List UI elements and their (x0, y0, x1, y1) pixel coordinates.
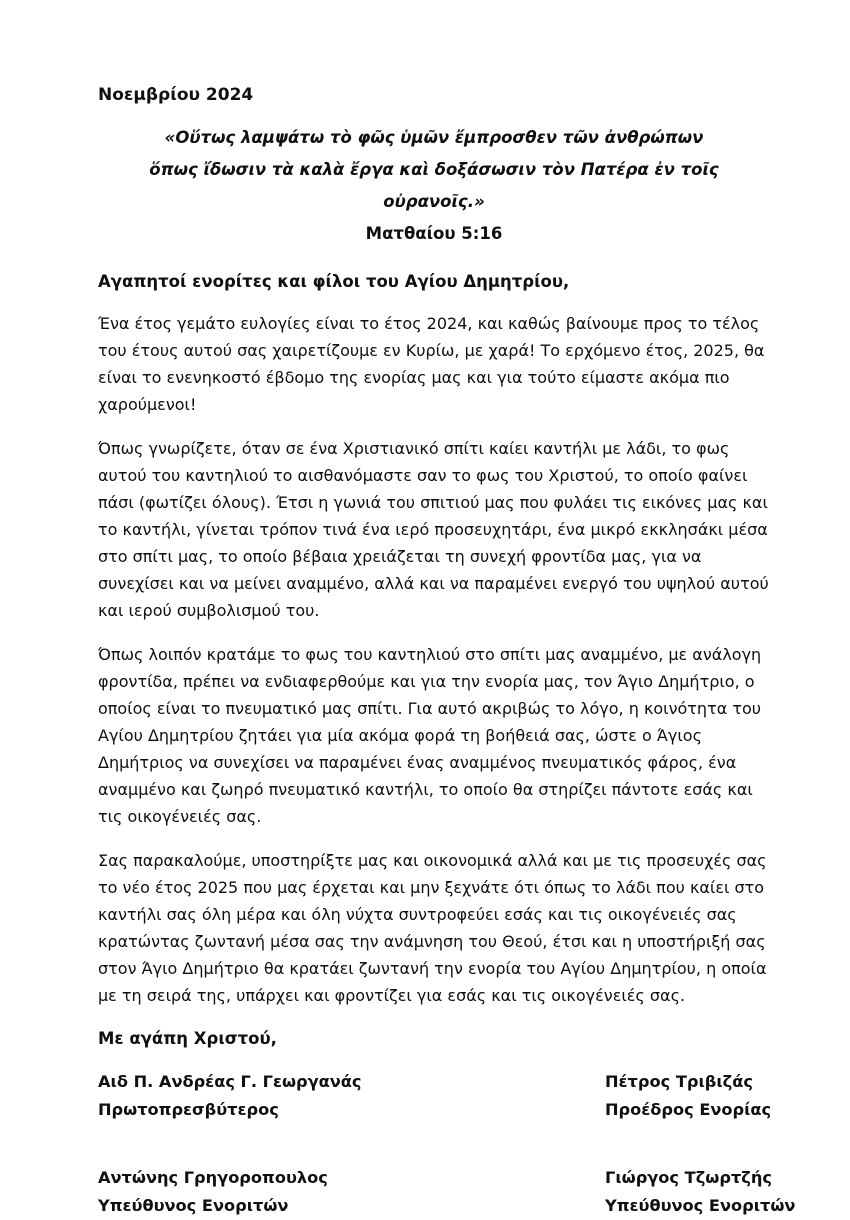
body-paragraph-1: Ένα έτος γεμάτο ευλογίες είναι το έτος 2024, και καθώς βαίνουμε προς το τέλος του έτους αυτού σας χαιρετίζουμε εν Κυρίω, με χαρά! Το ερχόμενο έτος, 2025, θα είναι το ενενηκοστό έβδομο της ενορίας μας και για τούτο είμαστε ακόμα πιο χαρούμενοι! (98, 314, 765, 414)
signature-parishioner-steward-1-title: Υπεύθυνος Ενοριτών (98, 1196, 289, 1215)
letter-date: Νοεμβρίου 2024 (98, 85, 254, 105)
scripture-quote (98, 122, 770, 250)
signature-parish-president (605, 1068, 771, 1124)
signature-parishioner-steward-2-title: Υπεύθυνος Ενοριτών (605, 1196, 796, 1215)
signature-priest-name: Αιδ Π. Ανδρέας Γ. Γεωργανάς (98, 1072, 362, 1091)
scripture-quote-line-1: «Οὕτως λαμψάτω τὸ φῶς ὑμῶν ἔμπροσθεν τῶν ἀνθρώπων (164, 128, 704, 147)
scripture-quote-line-2: ὅπως ἴδωσιν τὰ καλὰ ἔργα καὶ δοξάσωσιν τὸν Πατέρα ἐν τοῖς οὐρανοῖς.» (149, 160, 719, 211)
closing-line: Με αγάπη Χριστού, (98, 1029, 277, 1048)
signature-parishioner-steward-1-name: Αντώνης Γρηγοροπουλος (98, 1168, 328, 1187)
body-paragraph-4: Σας παρακαλούμε, υποστηρίξτε μας και οικονομικά αλλά και με τις προσευχές σας το νέο έτος 2025 που μας έρχεται και μην ξεχνάτε ότι όπως το λάδι που καίει στο καντήλι σας όλη μέρα και όλη νύχτα συντροφεύει εσάς και τις οικογένειές σας κρατώντας ζωντανή μέσα σας την ανάμνηση του Θεού, έτσι και η υποστήριξή σας στον Άγιο Δημήτριο θα κρατάει ζωντανή την ενορία του Αγίου Δημητρίου, η οποία με τη σειρά της, υπάρχει και φροντίζει για εσάς και τις οικογένειές σας. (98, 851, 767, 1005)
signature-priest (98, 1068, 605, 1124)
scripture-reference: Ματθαίου 5:16 (365, 224, 503, 243)
body-paragraph-3: Όπως λοιπόν κρατάμε το φως του καντηλιού στο σπίτι μας αναμμένο, με ανάλογη φροντίδα, πρέπει να ενδιαφερθούμε και για την ενορία μας, τον Άγιο Δημήτριο, ο οποίος είναι το πνευματικό μας σπίτι. Για αυτό ακριβώς το λόγο, η κοινότητα του Αγίου Δημητρίου ζητάει για μία ακόμα φορά τη βοήθειά σας, ώστε ο Άγιος Δημήτριος να συνεχίσει να παραμένει ένας αναμμένος πνευματικός φάρος, ένα αναμμένο και ζωηρό πνευματικό καντήλι, το οποίο θα στηρίζει πάντοτε εσάς και τις οικογένειές σας. (98, 645, 762, 826)
body-paragraph-2: Όπως γνωρίζετε, όταν σε ένα Χριστιανικό σπίτι καίει καντήλι με λάδι, το φως αυτού του καντηλιού το αισθανόμαστε σαν το φως του Χριστού, το οποίο φαίνει πάσι (φωτίζει όλους). Έτσι η γωνιά του σπιτιού μας που φυλάει τις εικόνες μας και το καντήλι, γίνεται τρόπον τινά ένα ιερό προσευχητάρι, ένα μικρό εκκλησάκι μέσα στο σπίτι μας, το οποίο βέβαια χρειάζεται τη συνεχή φροντίδα μας, για να συνεχίσει και να μείνει αναμμένο, αλλά και να παραμένει ενεργό του υψηλού αυτού και ιερού συμβολισμού του. (98, 439, 769, 620)
signature-priest-title: Πρωτοπρεσβύτερος (98, 1100, 279, 1119)
signature-parish-president-title: Προέδρος Ενορίας (605, 1100, 772, 1119)
salutation: Αγαπητοί ενορίτες και φίλοι του Αγίου Δημητρίου, (98, 272, 570, 291)
signature-parish-president-name: Πέτρος Τριβιζάς (605, 1072, 753, 1091)
signature-parishioner-steward-1 (98, 1164, 605, 1220)
signature-parishioner-steward-2 (605, 1164, 795, 1220)
signature-row-1 (98, 1068, 770, 1124)
signature-parishioner-steward-2-name: Γιώργος Τζωρτζής (605, 1168, 772, 1187)
signature-row-2 (98, 1164, 796, 1220)
